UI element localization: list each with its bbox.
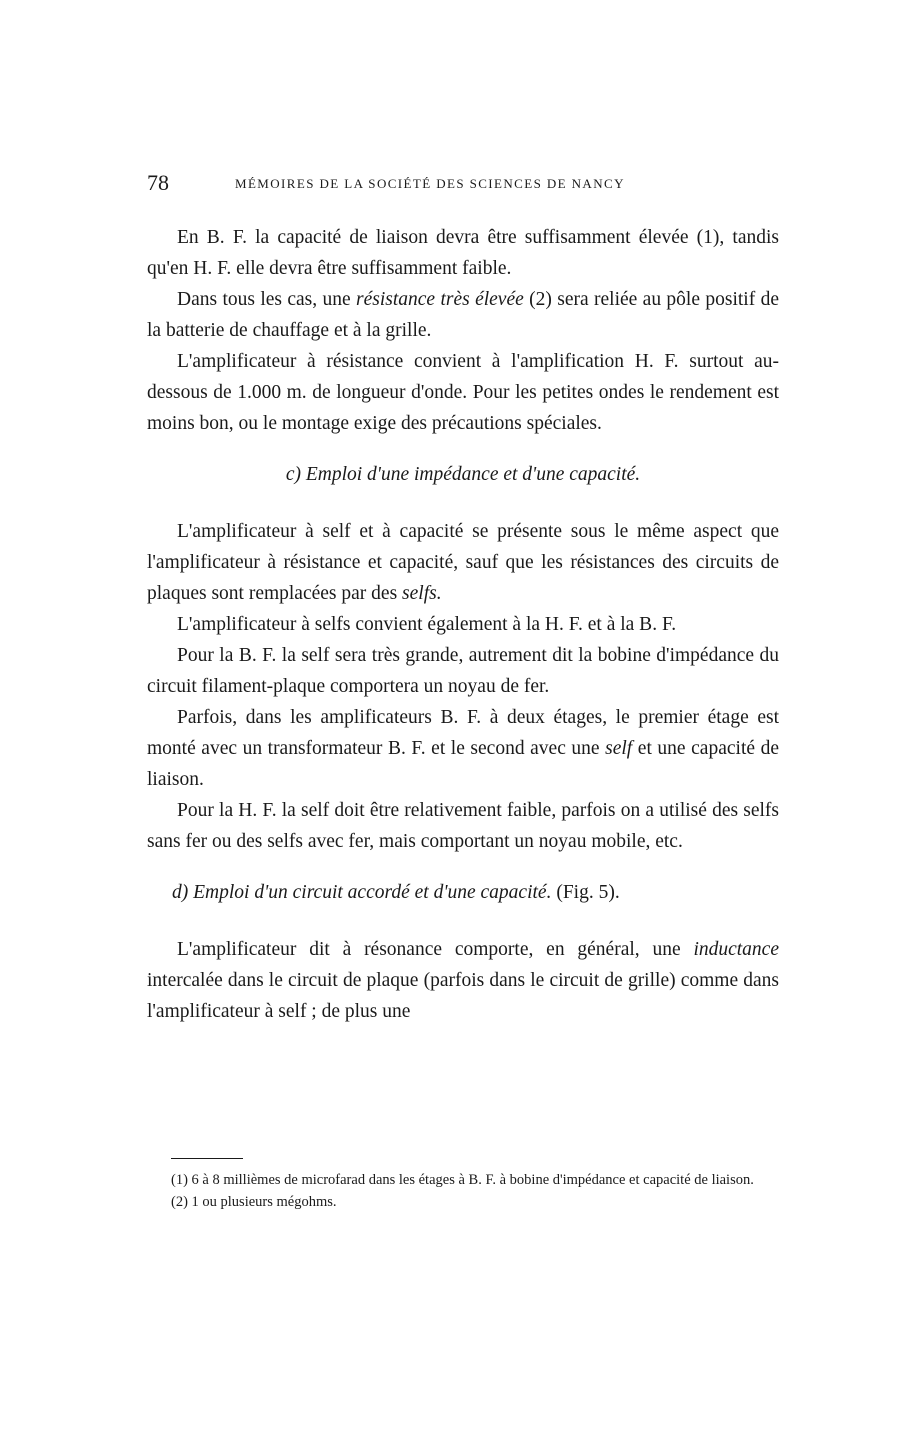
paragraph-text: Pour la H. F. la self doit être relativement faible, parfois on a utilisé des selfs sans fer ou des selfs avec fer, mais comportant un noyau mobile, etc. [147,800,779,852]
body-text [147,222,779,1027]
footnote-1: (1) 6 à 8 millièmes de microfarad dans les étages à B. F. à bobine d'impédance et capacité de liaison. [171,1172,754,1188]
paragraph-self-capacite [147,516,779,609]
paragraph-text: intercalée dans le circuit de plaque (parfois dans le circuit de grille) comme dans l'amplificateur à self ; de plus une [147,970,779,1022]
italic-term: selfs. [402,583,442,604]
footnote-divider [171,1158,243,1159]
footnotes [147,1158,779,1213]
paragraph-liaison [147,222,779,284]
paragraph-text: L'amplificateur à selfs convient également à la H. F. et à la B. F. [177,614,677,635]
italic-term: résistance très élevée [356,289,524,310]
paragraph-selfs [147,609,779,640]
paragraph-bf-self [147,640,779,702]
paragraph-text: Pour la B. F. la self sera très grande, autrement dit la bobine d'impédance du circuit filament-plaque comportera un noyau de fer. [147,645,779,697]
paragraph-text: L'amplificateur dit à résonance comporte, en général, une [177,939,694,960]
section-heading-c [147,459,779,490]
paragraph-text: et une capacité de liaison. [147,738,779,790]
paragraph-resonance [147,934,779,1027]
paragraph-text: (2) sera reliée au pôle positif de la batterie de chauffage et à la grille. [147,289,779,341]
section-heading-d [147,877,779,908]
italic-term: inductance [693,939,779,960]
page-number: 78 [147,170,169,195]
paragraph-resistance [147,284,779,346]
paragraph-text: L'amplificateur à résistance convient à l'amplification H. F. surtout au-dessous de 1.000 m. de longueur d'onde. Pour les petites ondes le rendement est moins bon, ou le montage exige des précautions spéciales. [147,351,779,434]
paragraph-text: En B. F. la capacité de liaison devra être suffisamment élevée (1), tandis qu'en H. F. elle devra être suffisamment faible. [147,227,779,279]
figure-reference: (Fig. 5). [551,882,620,903]
italic-term: self [605,738,633,759]
section-heading-text: c) Emploi d'une impédance et d'une capacité. [285,464,641,485]
section-heading-text: d) Emploi d'un circuit accordé et d'une capacité. [172,882,552,903]
footnote-2: (2) 1 ou plusieurs mégohms. [171,1194,337,1210]
running-title: MÉMOIRES DE LA SOCIÉTÉ DES SCIENCES DE NANCY [235,176,625,191]
paragraph-text: Parfois, dans les amplificateurs B. F. à deux étages, le premier étage est monté avec un transformateur B. F. et le second avec une [147,707,779,759]
paragraph-text: Dans tous les cas, une [177,289,357,310]
paragraph-text: L'amplificateur à self et à capacité se présente sous le même aspect que l'amplificateur à résistance et capacité, sauf que les résistances des circuits de plaques sont remplacées par des [147,521,779,604]
page-header [147,170,779,200]
paragraph-hf-self [147,795,779,857]
paragraph-deux-etages [147,702,779,795]
paragraph-amplification-hf [147,346,779,439]
